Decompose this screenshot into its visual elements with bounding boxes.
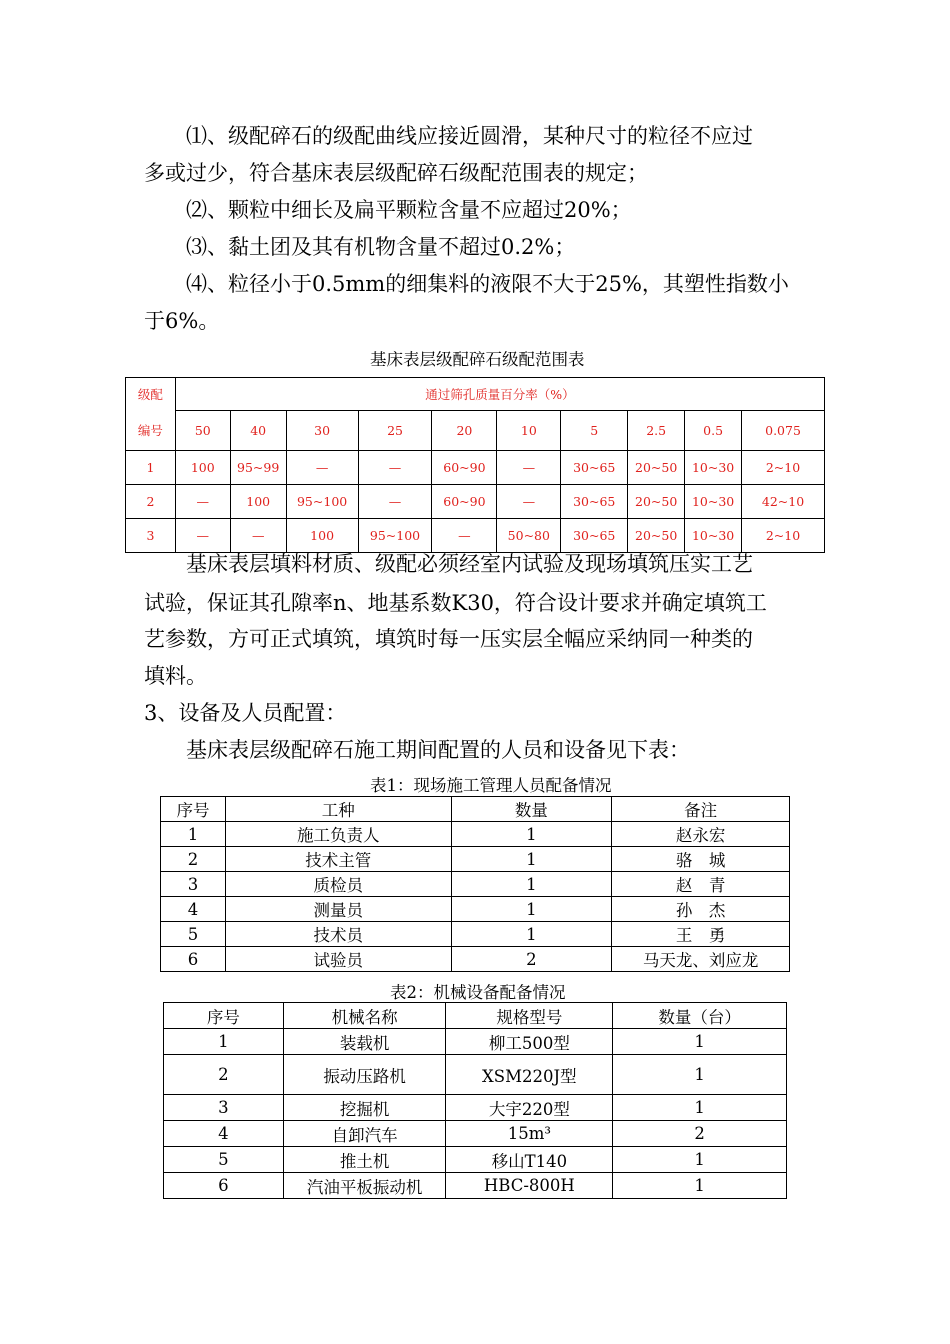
table-cell: 95~99	[230, 451, 286, 485]
table-row	[164, 1095, 787, 1121]
table-row	[164, 1121, 787, 1147]
table-cell: 2	[613, 1121, 787, 1147]
table-cell: 1	[613, 1173, 787, 1199]
header-cell: 工种	[225, 797, 451, 822]
table-cell: 赵 青	[612, 872, 790, 897]
table-cell: 60~90	[432, 451, 497, 485]
table-cell: 汽油平板振动机	[283, 1173, 446, 1199]
equipment-table-caption: 表2：机械设备配备情况	[390, 983, 566, 1002]
table-cell: 3	[161, 872, 226, 897]
table-cell: 1	[613, 1029, 787, 1055]
para-5-line-4: 填料。	[144, 664, 207, 688]
table-row	[164, 1173, 787, 1199]
sieve-size: 10	[497, 411, 561, 451]
table-cell: —	[432, 519, 497, 553]
header-cell: 备注	[612, 797, 790, 822]
sieve-size: 30	[286, 411, 358, 451]
para-5-line-1: 基床表层填料材质、级配必须经室内试验及现场填筑压实工艺	[186, 552, 753, 576]
table-cell: 挖掘机	[283, 1095, 446, 1121]
sieve-size: 40	[230, 411, 286, 451]
table-cell: 1	[451, 847, 612, 872]
table-cell: —	[497, 451, 561, 485]
table-cell: 5	[161, 922, 226, 947]
table-cell: 试验员	[225, 947, 451, 972]
table-cell: 3	[164, 1095, 284, 1121]
table-row	[126, 485, 825, 519]
para-1-line-1: ⑴、级配碎石的级配曲线应接近圆滑，某种尺寸的粒径不应过	[186, 124, 753, 148]
header-pass-rate: 通过筛孔质量百分率（%）	[175, 378, 824, 411]
table-cell: 100	[175, 451, 230, 485]
para-1-line-2: 多或过少，符合基床表层级配碎石级配范围表的规定；	[144, 161, 648, 185]
table-cell: 1	[451, 922, 612, 947]
sieve-size: 25	[358, 411, 432, 451]
header-cell: 数量	[451, 797, 612, 822]
table-cell: 骆 城	[612, 847, 790, 872]
table-cell: 15m³	[446, 1121, 613, 1147]
header-cell: 规格型号	[446, 1003, 613, 1029]
table-cell: 1	[613, 1095, 787, 1121]
table-cell: 95~100	[286, 485, 358, 519]
table-cell: 2	[126, 485, 176, 519]
table-cell: 42~10	[742, 485, 825, 519]
table-cell: 6	[164, 1173, 284, 1199]
table-cell: 30~65	[561, 451, 628, 485]
table-cell: 推土机	[283, 1147, 446, 1173]
table-cell: 1	[451, 897, 612, 922]
table-cell: 4	[164, 1121, 284, 1147]
header-cell: 数量（台）	[613, 1003, 787, 1029]
table-cell: 2	[164, 1055, 284, 1095]
table-cell: 1	[451, 872, 612, 897]
table-row	[161, 897, 790, 922]
table-cell: 1	[164, 1029, 284, 1055]
table-cell: 100	[230, 485, 286, 519]
table-row	[164, 1055, 787, 1095]
para-4-line-2: 于6%。	[144, 309, 220, 333]
table-cell: —	[175, 485, 230, 519]
table-cell: 60~90	[432, 485, 497, 519]
table-cell: 1	[126, 451, 176, 485]
para-3: ⑶、黏土团及其有机物含量不超过0.2%；	[186, 235, 576, 259]
table-cell: 2~10	[742, 519, 825, 553]
table-cell: 1	[451, 822, 612, 847]
table-cell: 技术主管	[225, 847, 451, 872]
table-cell: HBC-800H	[446, 1173, 613, 1199]
table-cell: 5	[164, 1147, 284, 1173]
sieve-row	[126, 411, 825, 451]
para-5-line-3: 艺参数，方可正式填筑，填筑时每一压实层全幅应采纳同一种类的	[144, 627, 753, 651]
table-row	[161, 822, 790, 847]
table-cell: 30~65	[561, 519, 628, 553]
table-cell: 大宇220型	[446, 1095, 613, 1121]
table-row	[126, 451, 825, 485]
header-cell: 机械名称	[283, 1003, 446, 1029]
personnel-table-caption: 表1：现场施工管理人员配备情况	[370, 776, 612, 795]
table-header-row	[161, 797, 790, 822]
table-cell: 2~10	[742, 451, 825, 485]
sieve-size: 50	[175, 411, 230, 451]
table-cell: 测量员	[225, 897, 451, 922]
table-cell: 20~50	[628, 485, 685, 519]
table-cell: —	[358, 485, 432, 519]
table-cell: 技术员	[225, 922, 451, 947]
table-cell: 振动压路机	[283, 1055, 446, 1095]
header-grade-bottom: 编号	[126, 411, 176, 451]
table-cell: 1	[613, 1147, 787, 1173]
table-cell: —	[497, 485, 561, 519]
table-cell: 质检员	[225, 872, 451, 897]
table-cell: —	[175, 519, 230, 553]
table-cell: 4	[161, 897, 226, 922]
table-cell: 1	[613, 1055, 787, 1095]
table-cell: 1	[161, 822, 226, 847]
header-cell: 序号	[161, 797, 226, 822]
sieve-size: 0.075	[742, 411, 825, 451]
table-cell: 2	[161, 847, 226, 872]
table-cell: —	[358, 451, 432, 485]
table-cell: 50~80	[497, 519, 561, 553]
table-cell: 柳工500型	[446, 1029, 613, 1055]
table-row	[161, 872, 790, 897]
table-cell: 20~50	[628, 519, 685, 553]
table-cell: 6	[161, 947, 226, 972]
para-5-line-2: 试验，保证其孔隙率n、地基系数K30，符合设计要求并确定填筑工	[144, 591, 767, 615]
sieve-size: 0.5	[685, 411, 742, 451]
table-cell: 王 勇	[612, 922, 790, 947]
sieve-size: 20	[432, 411, 497, 451]
table-row	[161, 922, 790, 947]
table-cell: 移山T140	[446, 1147, 613, 1173]
table-cell: 赵永宏	[612, 822, 790, 847]
table-cell: 20~50	[628, 451, 685, 485]
table-cell: 10~30	[685, 451, 742, 485]
equipment-table	[163, 1002, 787, 1199]
table-cell: 10~30	[685, 485, 742, 519]
table-cell: —	[286, 451, 358, 485]
table-cell: 3	[126, 519, 176, 553]
table-cell: —	[230, 519, 286, 553]
section-3-heading: 3、设备及人员配置：	[144, 701, 347, 725]
table-cell: 装载机	[283, 1029, 446, 1055]
sieve-size: 5	[561, 411, 628, 451]
table-cell: 马天龙、刘应龙	[612, 947, 790, 972]
table-cell: 95~100	[358, 519, 432, 553]
sieve-size: 2.5	[628, 411, 685, 451]
para-6: 基床表层级配碎石施工期间配置的人员和设备见下表：	[186, 738, 690, 762]
table-cell: 30~65	[561, 485, 628, 519]
table-cell: 2	[451, 947, 612, 972]
gradation-table-caption: 基床表层级配碎石级配范围表	[370, 350, 585, 369]
table-header-row	[164, 1003, 787, 1029]
table-row	[161, 947, 790, 972]
table-cell: 自卸汽车	[283, 1121, 446, 1147]
table-cell: 孙 杰	[612, 897, 790, 922]
personnel-table	[160, 796, 790, 972]
header-grade-top: 级配	[126, 378, 176, 411]
table-row	[164, 1029, 787, 1055]
para-2: ⑵、颗粒中细长及扁平颗粒含量不应超过20%；	[186, 198, 632, 222]
header-cell: 序号	[164, 1003, 284, 1029]
table-cell: XSM220J型	[446, 1055, 613, 1095]
table-cell: 100	[286, 519, 358, 553]
gradation-table	[125, 377, 825, 553]
table-cell: 10~30	[685, 519, 742, 553]
table-cell: 施工负责人	[225, 822, 451, 847]
table-row	[164, 1147, 787, 1173]
table-row	[161, 847, 790, 872]
para-4-line-1: ⑷、粒径小于0.5mm的细集料的液限不大于25%，其塑性指数小	[186, 272, 789, 296]
